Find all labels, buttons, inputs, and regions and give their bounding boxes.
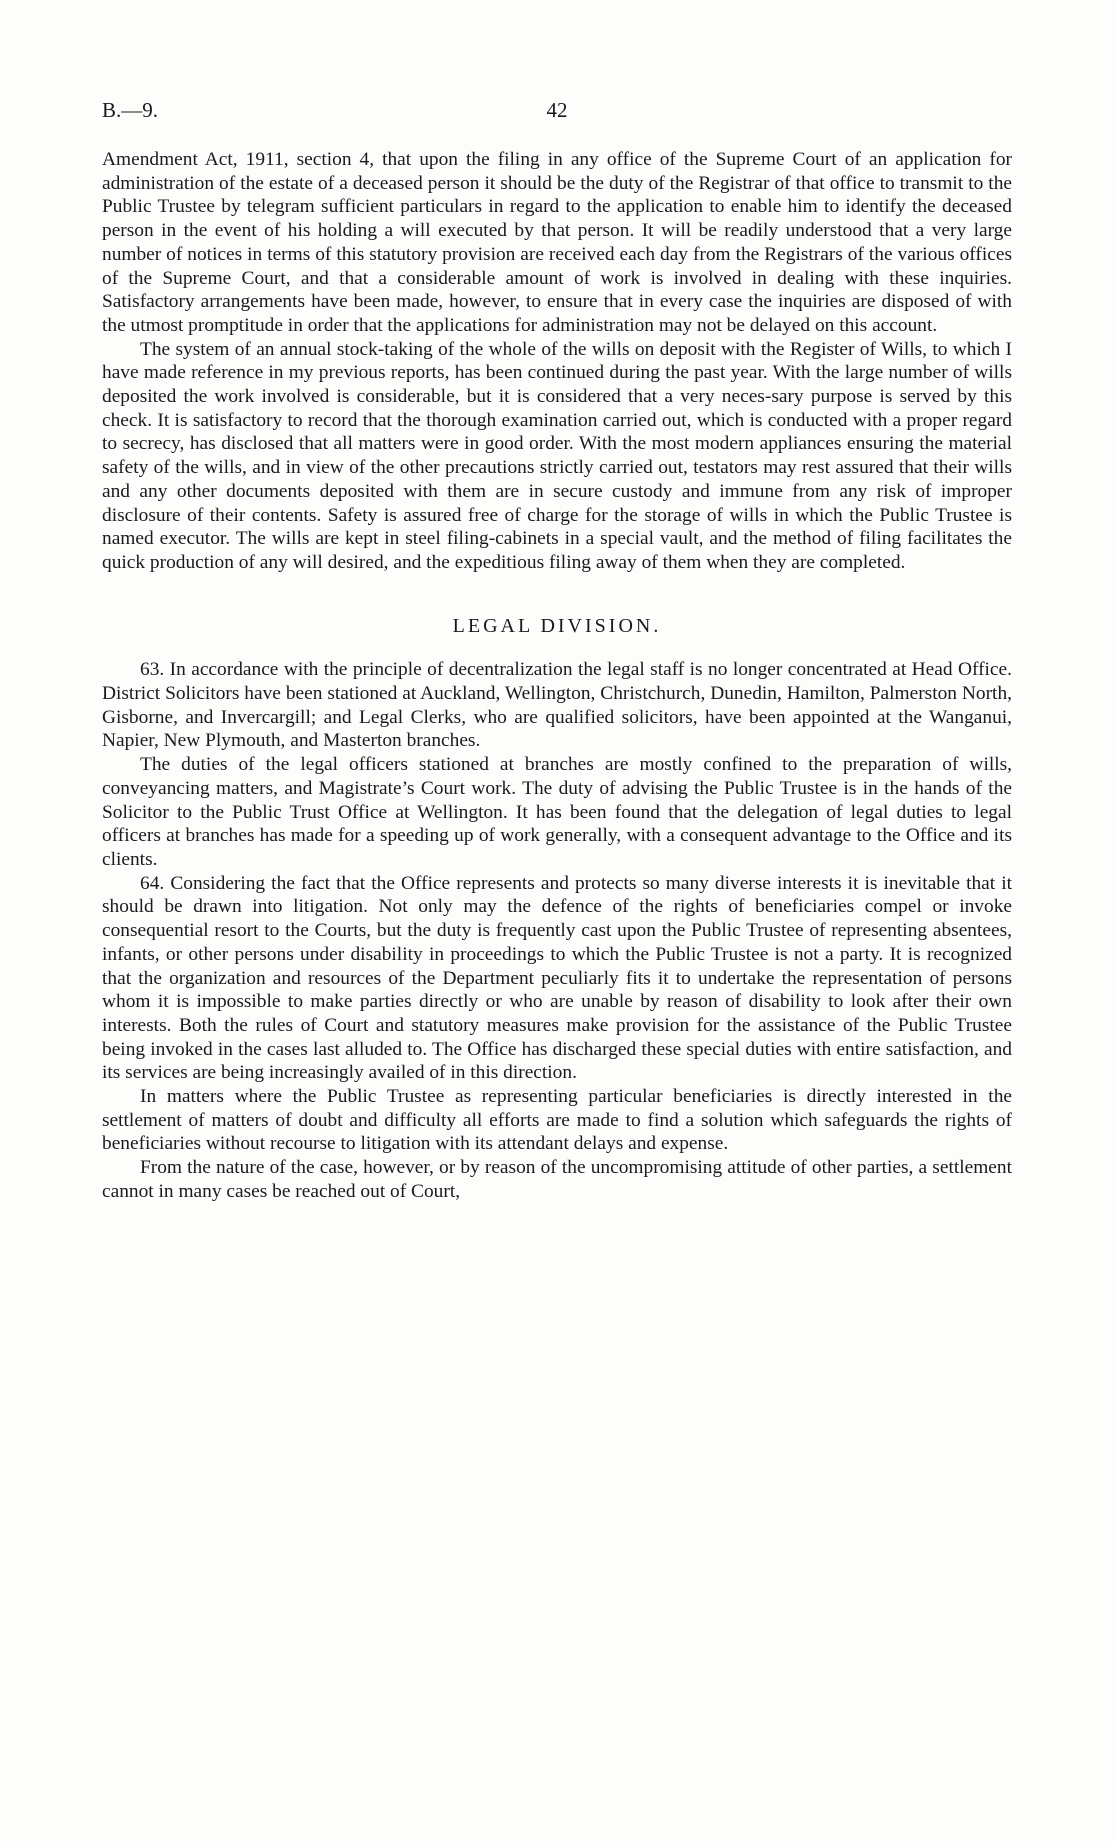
document-reference: B.—9. — [102, 98, 159, 122]
page-number: 42 — [546, 98, 568, 122]
legal-officers-duties-paragraph: The duties of the legal officers stationed at branches are mostly confined to the preparation of wills, conveyancing matters, and Magistrate’s Court work. The duty of advising the Public Trustee is in the hands of the Solicitor to the Public Trust Office at Wellington. It has been found that the delegation of legal duties to legal officers at branches has made for a speeding up of work generally, with a consequent advantage to the Office and its clients. — [102, 754, 1012, 870]
wills-stocktaking-paragraph: The system of an annual stock-taking of the whole of the wills on deposit with the Register of Wills, to which I have made reference in my previous reports, has been continued during the past year. With the large number of wills deposited the work involved is considerable, but it is considered that a very neces-sary purpose is served by this check. It is satisfactory to record that the thorough examination carried out, which is conducted with a proper regard to secrecy, has disclosed that all matters were in good order. With the most modern appliances ensuring the material safety of the wills, and in view of the other precautions strictly carried out, testators may rest assured that their wills and any other documents deposited with them are in secure custody and immune from any risk of improper disclosure of their contents. Safety is assured free of charge for the storage of wills in which the Public Trustee is named executor. The wills are kept in steel filing-cabinets in a special vault, and the method of filing facilitates the quick production of any will desired, and the expeditious filing away of them when they are completed. — [102, 338, 1012, 573]
section-heading-legal-division: LEGAL DIVISION. — [452, 614, 662, 637]
page-body — [102, 148, 1012, 1204]
paragraph-64: 64. Considering the fact that the Office represents and protects so many diverse interests it is inevitable that it should be drawn into litigation. Not only may the defence of the rights of beneficiaries compel or invoke consequential resort to the Courts, but the duty is frequently cast upon the Public Trustee of representing absentees, infants, or other persons under disability in proceedings to which the Public Trustee is not a party. It is recognized that the organization and resources of the Department peculiarly fits it to undertake the representation of persons whom it is impossible to make parties directly or who are unable by reason of disability to look after their own interests. Both the rules of Court and statutory measures make provision for the assistance of the Public Trustee being invoked in the cases last alluded to. The Office has discharged these special duties with entire satisfaction, and its services are being increasingly availed of in this direction. — [102, 872, 1012, 1084]
court-settlement-paragraph: From the nature of the case, however, or by reason of the uncompromising attitude of other parties, a settlement cannot in many cases be reached out of Court, — [102, 1157, 1012, 1202]
paragraph-63: 63. In accordance with the principle of decentralization the legal staff is no longer concentrated at Head Office. District Solicitors have been stationed at Auckland, Wellington, Christchurch, Dunedin, Hamilton, Palmerston North, Gisborne, and Invercargill; and Legal Clerks, who are qualified solicitors, have been appointed at the Wanganui, Napier, New Plymouth, and Masterton branches. — [102, 659, 1012, 752]
page-header — [102, 93, 1012, 127]
settlement-efforts-paragraph: In matters where the Public Trustee as representing particular beneficiaries is directly interested in the settlement of matters of doubt and difficulty all efforts are made to find a solution which safeguards the rights of beneficiaries without recourse to litigation with its attendant delays and expense. — [102, 1086, 1012, 1155]
continued-paragraph: Amendment Act, 1911, section 4, that upon the filing in any office of the Supreme Court of an application for administration of the estate of a deceased person it should be the duty of the Registrar of that office to transmit to the Public Trustee by telegram sufficient particulars in regard to the application to enable him to identify the deceased person in the event of his holding a will executed by that person. It will be readily understood that a very large number of notices in terms of this statutory provision are received each day from the Registrars of the various offices of the Supreme Court, and that a considerable amount of work is involved in dealing with these inquiries. Satisfactory arrangements have been made, however, to ensure that in every case the inquiries are disposed of with the utmost promptitude in order that the applications for administration may not be delayed on this account. — [102, 149, 1012, 336]
